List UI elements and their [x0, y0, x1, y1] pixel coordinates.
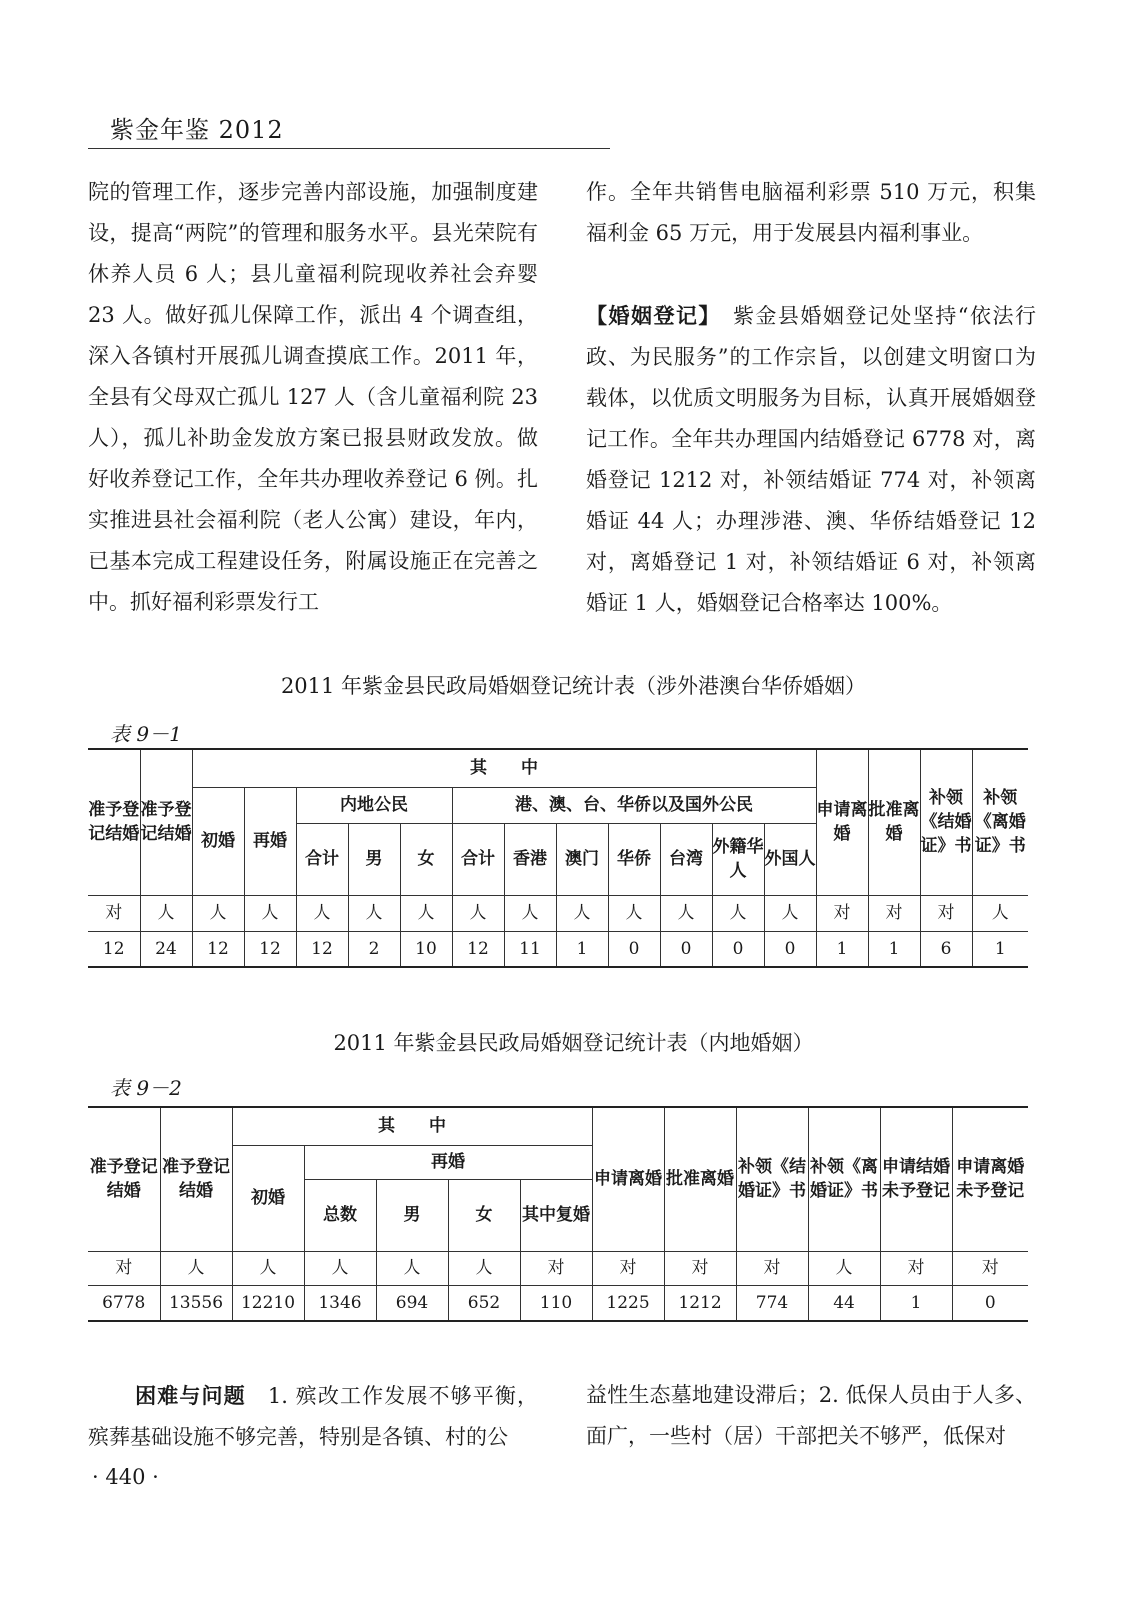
t1-value: 1 [816, 931, 868, 967]
t2-h-total: 总数 [304, 1179, 376, 1251]
t1-h-oc: 华侨 [608, 823, 660, 895]
t2-value: 6778 [88, 1285, 160, 1321]
header-rule [88, 148, 610, 149]
left-column [88, 172, 538, 623]
t1-h-total: 合计 [296, 823, 348, 895]
t1-h-apply-divorce: 申请离婚 [816, 749, 868, 895]
t1-h-first: 初婚 [192, 787, 244, 895]
t2-h-approved-persons: 准予登记结婚 [160, 1107, 232, 1251]
t2-value: 1225 [592, 1285, 664, 1321]
t1-value: 12 [88, 931, 140, 967]
t1-unit: 人 [140, 895, 192, 931]
t2-unit: 对 [520, 1251, 592, 1285]
t1-h-hk: 香港 [504, 823, 556, 895]
marriage-paragraph [586, 295, 1036, 624]
t1-value: 6 [920, 931, 972, 967]
t2-unit: 对 [664, 1251, 736, 1285]
t1-h-approve-divorce: 批准离婚 [868, 749, 920, 895]
page-number: · 440 · [92, 1465, 159, 1489]
t2-unit: 对 [880, 1251, 952, 1285]
t2-value: 652 [448, 1285, 520, 1321]
t1-value: 10 [400, 931, 452, 967]
problems-paragraph [88, 1375, 538, 1458]
t2-unit: 人 [232, 1251, 304, 1285]
running-header: 紫金年鉴 2012 [110, 116, 284, 144]
t1-unit: 人 [660, 895, 712, 931]
t2-unit: 人 [448, 1251, 520, 1285]
t1-unit: 人 [608, 895, 660, 931]
t2-unit: 对 [952, 1251, 1028, 1285]
t1-value: 1 [868, 931, 920, 967]
t1-h-male: 男 [348, 823, 400, 895]
t1-value: 0 [608, 931, 660, 967]
t1-unit: 对 [816, 895, 868, 931]
t1-value: 24 [140, 931, 192, 967]
t2-values-row [88, 1285, 1028, 1321]
t2-unit: 人 [376, 1251, 448, 1285]
marriage-heading: 【婚姻登记】 [586, 303, 711, 328]
right-paragraph-1: 作。全年共销售电脑福利彩票 510 万元，积集福利金 65 万元，用于发展县内福利事业。 [586, 180, 1036, 245]
t2-unit: 人 [160, 1251, 232, 1285]
t1-unit: 人 [556, 895, 608, 931]
t1-unit: 人 [452, 895, 504, 931]
t1-h-tw: 台湾 [660, 823, 712, 895]
table2-title: 2011 年紫金县民政局婚姻登记统计表（内地婚姻） [333, 1031, 814, 1055]
t1-unit: 人 [400, 895, 452, 931]
right-column [586, 172, 1036, 624]
t1-h-female: 女 [400, 823, 452, 895]
t2-value: 1 [880, 1285, 952, 1321]
t1-value: 12 [244, 931, 296, 967]
t1-value: 1 [972, 931, 1028, 967]
t1-value: 11 [504, 931, 556, 967]
t1-unit: 人 [712, 895, 764, 931]
t1-unit: 人 [192, 895, 244, 931]
t1-h-foreign-chinese: 外籍华人 [712, 823, 764, 895]
problems-left-text: 1. 殡改工作发展不够平衡，殡葬基础设施不够完善，特别是各镇、村的公 [88, 1384, 539, 1449]
t1-value: 12 [452, 931, 504, 967]
t1-h-mainland: 内地公民 [296, 787, 452, 823]
problems-heading: 困难与问题 [134, 1383, 246, 1408]
t2-h-remarry: 其中复婚 [520, 1179, 592, 1251]
t1-values-row [88, 931, 1028, 967]
t1-h-approved-persons: 准予登记结婚 [140, 749, 192, 895]
t2-h-first: 初婚 [232, 1145, 304, 1251]
t1-value: 1 [556, 931, 608, 967]
t2-h-apply-divorce: 申请离婚 [592, 1107, 664, 1251]
t1-value: 0 [764, 931, 816, 967]
t2-units-row [88, 1251, 1028, 1285]
bottom-left-column [88, 1375, 538, 1458]
t2-h-apply-marriage-denied: 申请结婚未予登记 [880, 1107, 952, 1251]
t1-unit: 人 [244, 895, 296, 931]
t1-value: 0 [712, 931, 764, 967]
t2-value: 13556 [160, 1285, 232, 1321]
t1-value: 2 [348, 931, 400, 967]
bottom-right-column [586, 1375, 1036, 1457]
t1-h-macau: 澳门 [556, 823, 608, 895]
t2-h-male: 男 [376, 1179, 448, 1251]
t2-h-approve-divorce: 批准离婚 [664, 1107, 736, 1251]
t2-h-among: 其 中 [232, 1107, 592, 1145]
t2-value: 774 [736, 1285, 808, 1321]
t2-value: 1212 [664, 1285, 736, 1321]
t2-h-reissue-marriage: 补领《结婚证》书 [736, 1107, 808, 1251]
t2-h-reissue-divorce: 补领《离婚证》书 [808, 1107, 880, 1251]
table1-label: 表 9－1 [110, 722, 182, 746]
t2-unit: 对 [592, 1251, 664, 1285]
t1-unit: 人 [764, 895, 816, 931]
table1-title: 2011 年紫金县民政局婚姻登记统计表（涉外港澳台华侨婚姻） [280, 674, 867, 698]
t1-h-reissue-divorce: 补领《离婚证》书 [972, 749, 1028, 895]
t2-value: 0 [952, 1285, 1028, 1321]
table1 [88, 748, 1028, 968]
table2 [88, 1106, 1028, 1322]
t1-unit: 对 [868, 895, 920, 931]
t1-unit: 对 [920, 895, 972, 931]
t1-unit: 对 [88, 895, 140, 931]
t1-unit: 人 [972, 895, 1028, 931]
t2-h-approved-couples: 准予登记结婚 [88, 1107, 160, 1251]
t1-value: 12 [296, 931, 348, 967]
t2-unit: 对 [88, 1251, 160, 1285]
t2-value: 1346 [304, 1285, 376, 1321]
table2-label: 表 9－2 [110, 1076, 182, 1100]
t2-value: 12210 [232, 1285, 304, 1321]
t2-unit: 对 [736, 1251, 808, 1285]
t2-unit: 人 [304, 1251, 376, 1285]
t2-value: 110 [520, 1285, 592, 1321]
t2-h-female: 女 [448, 1179, 520, 1251]
t2-h-apply-divorce-denied: 申请离婚未予登记 [952, 1107, 1028, 1251]
t2-h-re: 再婚 [304, 1145, 592, 1179]
t2-value: 44 [808, 1285, 880, 1321]
t1-value: 12 [192, 931, 244, 967]
t2-unit: 人 [808, 1251, 880, 1285]
marriage-text: 紫金县婚姻登记处坚持“依法行政、为民服务”的工作宗旨，以创建文明窗口为载体，以优质文明服务为目标，认真开展婚姻登记工作。全年共办理国内结婚登记 6778 对，离婚登记 1212 对，补领结婚证 774 对，补领离婚证 44 人；办理涉港、澳、华侨结婚登记 12 对，离婚登记 1 对，补领结婚证 6 对，补领离婚证 1 人，婚姻登记合格率达 100%。 [586, 304, 1037, 615]
t1-units-row [88, 895, 1028, 931]
problems-right-text: 益性生态墓地建设滞后；2. 低保人员由于人多、面广，一些村（居）干部把关不够严，低保对 [586, 1383, 1036, 1448]
t1-unit: 人 [296, 895, 348, 931]
t1-value: 0 [660, 931, 712, 967]
t1-unit: 人 [348, 895, 400, 931]
t1-h-re: 再婚 [244, 787, 296, 895]
t1-unit: 人 [504, 895, 556, 931]
left-paragraph: 院的管理工作，逐步完善内部设施，加强制度建设，提高“两院”的管理和服务水平。县光荣院有休养人员 6 人；县儿童福利院现收养社会弃婴 23 人。做好孤儿保障工作，派出 4 个调查组，深入各镇村开展孤儿调查摸底工作。2011 年，全县有父母双亡孤儿 127 人（含儿童福利院 23 人），孤儿补助金发放方案已报县财政发放。做好收养登记工作，全年共办理收养登记 6 例。扎实推进县社会福利院（老人公寓）建设，年内，已基本完成工程建设任务，附属设施正在完善之中。抓好福利彩票发行工 [88, 180, 538, 614]
t1-h-approved-couples: 准予登记结婚 [88, 749, 140, 895]
t2-value: 694 [376, 1285, 448, 1321]
t1-h-total2: 合计 [452, 823, 504, 895]
t1-h-foreigner: 外国人 [764, 823, 816, 895]
t1-h-among: 其 中 [192, 749, 816, 787]
t1-h-overseas: 港、澳、台、华侨以及国外公民 [452, 787, 816, 823]
t1-h-reissue-marriage: 补领《结婚证》书 [920, 749, 972, 895]
